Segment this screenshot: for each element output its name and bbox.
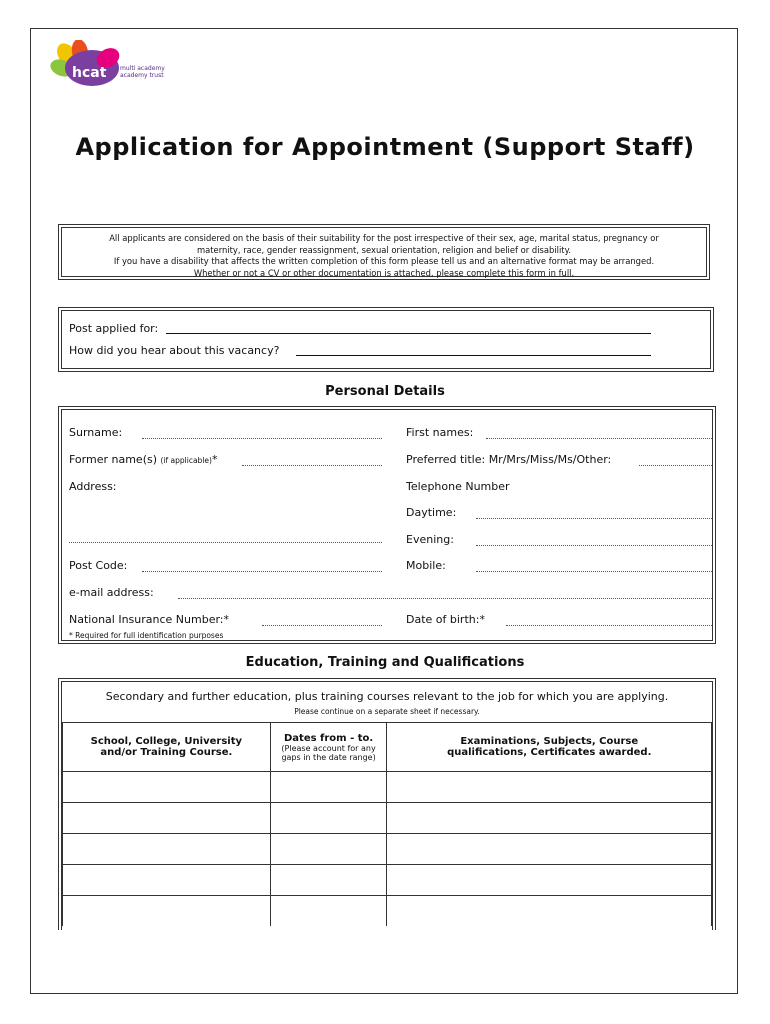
post-code-field[interactable] <box>142 571 382 572</box>
school-cell[interactable] <box>63 834 271 865</box>
former-names-star: * <box>211 453 218 466</box>
email-label: e-mail address: <box>69 586 154 599</box>
col-exams-header: Examinations, Subjects, Course qualifications, Certificates awarded. <box>387 723 712 772</box>
education-box <box>58 678 716 930</box>
table-row <box>63 803 712 834</box>
surname-field[interactable] <box>142 438 382 439</box>
col-school-header: School, College, University and/or Training Course. <box>63 723 271 772</box>
hear-about-label: How did you hear about this vacancy? <box>69 344 280 357</box>
daytime-field[interactable] <box>476 518 712 519</box>
exams-cell[interactable] <box>387 803 712 834</box>
mobile-label: Mobile: <box>406 559 446 572</box>
dob-label: Date of birth:* <box>406 613 485 626</box>
dates-cell[interactable] <box>270 865 387 896</box>
first-names-field[interactable] <box>486 438 712 439</box>
dates-cell[interactable] <box>270 896 387 927</box>
school-cell[interactable] <box>63 803 271 834</box>
telephone-label: Telephone Number <box>406 480 510 493</box>
post-box <box>58 307 714 372</box>
ni-number-label: National Insurance Number:* <box>69 613 229 626</box>
preferred-title-label: Preferred title: Mr/Mrs/Miss/Ms/Other: <box>406 453 612 466</box>
address-label: Address: <box>69 480 117 493</box>
former-names-label <box>69 453 217 466</box>
post-applied-label: Post applied for: <box>69 322 159 335</box>
equality-notice <box>58 224 710 280</box>
former-names-field[interactable] <box>242 465 382 466</box>
preferred-title-field[interactable] <box>639 465 712 466</box>
logo-tagline <box>120 65 165 79</box>
table-row <box>63 834 712 865</box>
dates-cell[interactable] <box>270 772 387 803</box>
personal-details-heading: Personal Details <box>325 384 445 399</box>
school-cell[interactable] <box>63 772 271 803</box>
exams-cell[interactable] <box>387 896 712 927</box>
notice-line-4: Whether or not a CV or other documentation is attached, please complete this form in full. <box>193 267 575 278</box>
mobile-field[interactable] <box>476 571 712 572</box>
table-row <box>63 896 712 927</box>
ni-number-field[interactable] <box>262 625 382 626</box>
post-code-label: Post Code: <box>69 559 128 572</box>
page-title: Application for Appointment (Support Staff) <box>75 133 695 161</box>
education-table <box>62 722 712 926</box>
continue-note: Please continue on a separate sheet if necessary. <box>294 707 480 716</box>
table-row <box>63 865 712 896</box>
notice-line-1: All applicants are considered on the basis of their suitability for the post irrespective of their sex, age, marital status, pregnancy or <box>109 233 659 243</box>
school-cell[interactable] <box>63 865 271 896</box>
former-names-text: Former name(s) <box>69 453 158 466</box>
exams-cell[interactable] <box>387 772 712 803</box>
email-field[interactable] <box>178 598 712 599</box>
daytime-label: Daytime: <box>406 506 457 519</box>
dates-cell[interactable] <box>270 834 387 865</box>
education-intro: Secondary and further education, plus training courses relevant to the job for which you are applying. <box>105 690 669 703</box>
dob-field[interactable] <box>506 625 712 626</box>
education-heading: Education, Training and Qualifications <box>245 655 525 670</box>
dates-header-note: (Please account for any gaps in the date range) <box>281 743 376 762</box>
address-field[interactable] <box>69 542 382 543</box>
table-row <box>63 772 712 803</box>
exams-cell[interactable] <box>387 834 712 865</box>
identification-footnote: * Required for full identification purposes <box>69 631 224 640</box>
evening-label: Evening: <box>406 533 454 546</box>
notice-line-3: If you have a disability that affects the written completion of this form please tell us and an alternative format may be arranged. <box>113 256 655 266</box>
col-dates-header <box>270 723 387 772</box>
post-applied-field[interactable] <box>166 333 651 334</box>
dates-cell[interactable] <box>270 803 387 834</box>
logo-tagline-1: multi academy <box>120 65 165 72</box>
former-names-note: (if applicable) <box>160 456 212 465</box>
svg-text:hcat: hcat <box>72 65 107 81</box>
school-cell[interactable] <box>63 896 271 927</box>
hear-about-field[interactable] <box>296 355 651 356</box>
table-header-row <box>63 723 712 772</box>
notice-line-2: maternity, race, gender reassignment, sexual orientation, religion and belief or disability. <box>196 244 572 255</box>
dates-header-text: Dates from - to. <box>283 732 374 744</box>
surname-label: Surname: <box>69 426 123 439</box>
logo-tagline-2: academy trust <box>120 72 164 79</box>
exams-cell[interactable] <box>387 865 712 896</box>
personal-details-box <box>58 406 716 644</box>
first-names-label: First names: <box>406 426 474 439</box>
evening-field[interactable] <box>476 545 712 546</box>
